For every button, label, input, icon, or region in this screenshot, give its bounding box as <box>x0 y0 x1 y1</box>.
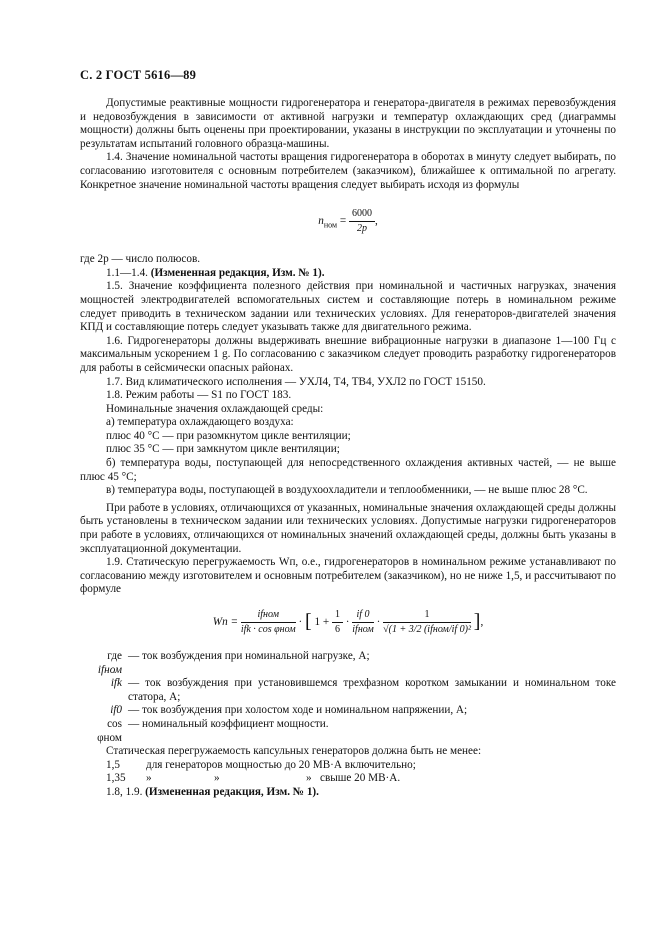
paragraph: При работе в условиях, отличающихся от указанных, номинальные значения охлаждающей среды должны быть установлены в техническом задании или технических условиях. Допустимые нагрузки гидрогенераторов при работе в условиях, отличающихся от номинальных значений охлаждающей среды, должны быть указаны в эксплуатационной документации. <box>80 501 616 555</box>
definitions-list <box>80 650 616 745</box>
fraction-numerator: 6000 <box>349 208 375 222</box>
paragraph: 1.9. Статическую перегружаемость Wп, о.е., гидрогенераторов в номинальном режиме устанавливают по согласованию между изготовителем и основным потребителем (заказчиком), но не ниже 1,5, и рассчитывают по формуле <box>80 556 616 596</box>
formula-fraction <box>352 609 374 636</box>
definition-text: — ток возбуждения при холостом ходе и номинальном напряжении, А; <box>128 704 468 717</box>
definition-text: — номинальный коэффициент мощности. <box>128 717 329 730</box>
paragraph: плюс 40 °С — при разомкнутом цикле вентиляции; <box>106 429 351 442</box>
overload-row: 1,35 » » » свыше 20 МВ·А. <box>106 772 401 785</box>
formula-operator: · <box>298 616 303 629</box>
fraction-denominator: √(1 + 3/2 (ifном/if 0)² <box>383 624 471 635</box>
paragraph: Статическая перегружаемость капсульных генераторов должна быть не менее: <box>106 745 482 758</box>
paragraph: Номинальные значения охлаждающей среды: <box>106 402 324 415</box>
formula-term: 1 + <box>314 616 330 629</box>
paragraph: 1.7. Вид климатического исполнения — УХЛ4, Т4, ТВ4, УХЛ2 по ГОСТ 15150. <box>106 375 486 388</box>
formula-fraction <box>383 609 471 636</box>
formula-fraction <box>349 208 375 235</box>
fraction-denominator: ifном <box>352 624 374 635</box>
formula-bracket: ] <box>473 610 481 633</box>
fraction-numerator: if 0 <box>352 609 374 623</box>
definition-text: — ток возбуждения при установившемся трехфазном коротком замыкании и номинальном токе статора, А; <box>128 677 616 703</box>
fraction-numerator: 1 <box>383 609 471 623</box>
definition-symbol: ifном <box>97 663 122 676</box>
paragraph: где 2p — число полюсов. <box>80 253 201 266</box>
paragraph: в) температура воды, поступающей в воздухоохладители и теплообменники, — не выше плюс 28 °С. <box>106 484 588 497</box>
amendment-note: (Измененная редакция, Изм. № 1). <box>145 785 319 798</box>
paragraph: 1.8. Режим работы — S1 по ГОСТ 183. <box>106 389 292 402</box>
paragraph: а) температура охлаждающего воздуха: <box>106 416 294 429</box>
document-body <box>80 97 616 800</box>
formula-operator: · <box>345 616 350 629</box>
paragraph: 1.5. Значение коэффициента полезного действия при номинальной и частичных нагрузках, значения мощностей электродвигателей вспомогательных систем и составляющие потерь в номинальном режиме следует приводить в техническом задании или технических условиях. Для генераторов-двигателей значения КПД и составляющие потерь следует указывать также для двигательного режима. <box>80 280 616 334</box>
paragraph: б) температура воды, поступающей для непосредственного охлаждения активных частей, — не выше плюс 45 °С; <box>80 457 616 483</box>
overload-row: 1,5 для генераторов мощностью до 20 МВ·А включительно; <box>106 758 416 771</box>
formula-fraction <box>241 609 296 636</box>
amendment-number: 1.1—1.4. <box>106 266 151 279</box>
amendment-number: 1.8, 1.9. <box>106 785 146 798</box>
formula-nominal-speed: $n_{ном}$ = $\frac{6000}{2p}$ , <box>318 208 378 235</box>
paragraph: Допустимые реактивные мощности гидрогенератора и генератора-двигателя в режимах перевозбуждения и недовозбуждения в зависимости от активной нагрузки и температур охлаждающих сред (диаграммы мощности) должны быть оценены при проектировании, указаны в инструкции по эксплуатации и уточнены по результатам испытаний головного образца-машины. <box>80 97 616 150</box>
amendment-note: (Измененная редакция, Изм. № 1). <box>150 266 325 279</box>
fraction-numerator: ifном <box>241 609 296 623</box>
formula-subscript: ном <box>323 220 338 230</box>
formula-overload: Wп = $\frac{\text{ifном}}{\text{ifk · cos φном}}$ · [ 1 + $\frac{1}{6}$ · $\frac{if 0}{\text{ifном}}$ · $\frac{1}{\text{√(1 + 3/2 (ifном/if 0)²}}$ ], <box>212 609 484 635</box>
formula-equals: = <box>339 215 347 228</box>
fraction-denominator: 2p <box>356 223 367 235</box>
definition-row <box>80 718 616 745</box>
definition-row <box>80 704 616 718</box>
definition-intro: где <box>107 650 122 662</box>
formula-bracket: [ <box>304 610 312 633</box>
fraction-denominator: ifk · cos φном <box>240 624 296 635</box>
definition-symbol: ifk <box>110 677 122 690</box>
paragraph: 1.4. Значение номинальной частоты вращения гидрогенератора в оборотах в минуту следует выбирать, по согласованию изготовителя с основным потребителем (заказчиком), ближайшее к оптимальной по агрегату. Конкретное значение номинальной частоты вращения следует выбирать исходя из формулы <box>80 151 616 191</box>
paragraph-amendment <box>80 786 616 800</box>
paragraph: плюс 35 °С — при замкнутом цикле вентиляции; <box>106 443 340 456</box>
formula-fraction: $\frac{1}{6}$ <box>332 609 343 636</box>
formula-operator: · <box>376 616 381 629</box>
definition-row <box>80 650 616 677</box>
formula-symbol: n <box>318 215 324 228</box>
definition-symbol: if0 <box>110 704 122 717</box>
page-header: С. 2 ГОСТ 5616—89 <box>80 68 197 82</box>
definition-text: — ток возбуждения при номинальной нагрузке, А; <box>128 650 370 662</box>
definition-row <box>80 677 616 704</box>
paragraph-amendment <box>80 267 616 281</box>
definition-symbol: cos φном <box>97 717 122 744</box>
formula-lhs: Wп = <box>212 616 239 629</box>
paragraph: 1.6. Гидрогенераторы должны выдерживать внешние вибрационные нагрузки в диапазоне 1—100 Гц с максимальным ускорением 1 g. По согласованию с заказчиком следует проводить разработку гидрогенераторов для работы в сейсмически опасных районах. <box>80 334 616 374</box>
